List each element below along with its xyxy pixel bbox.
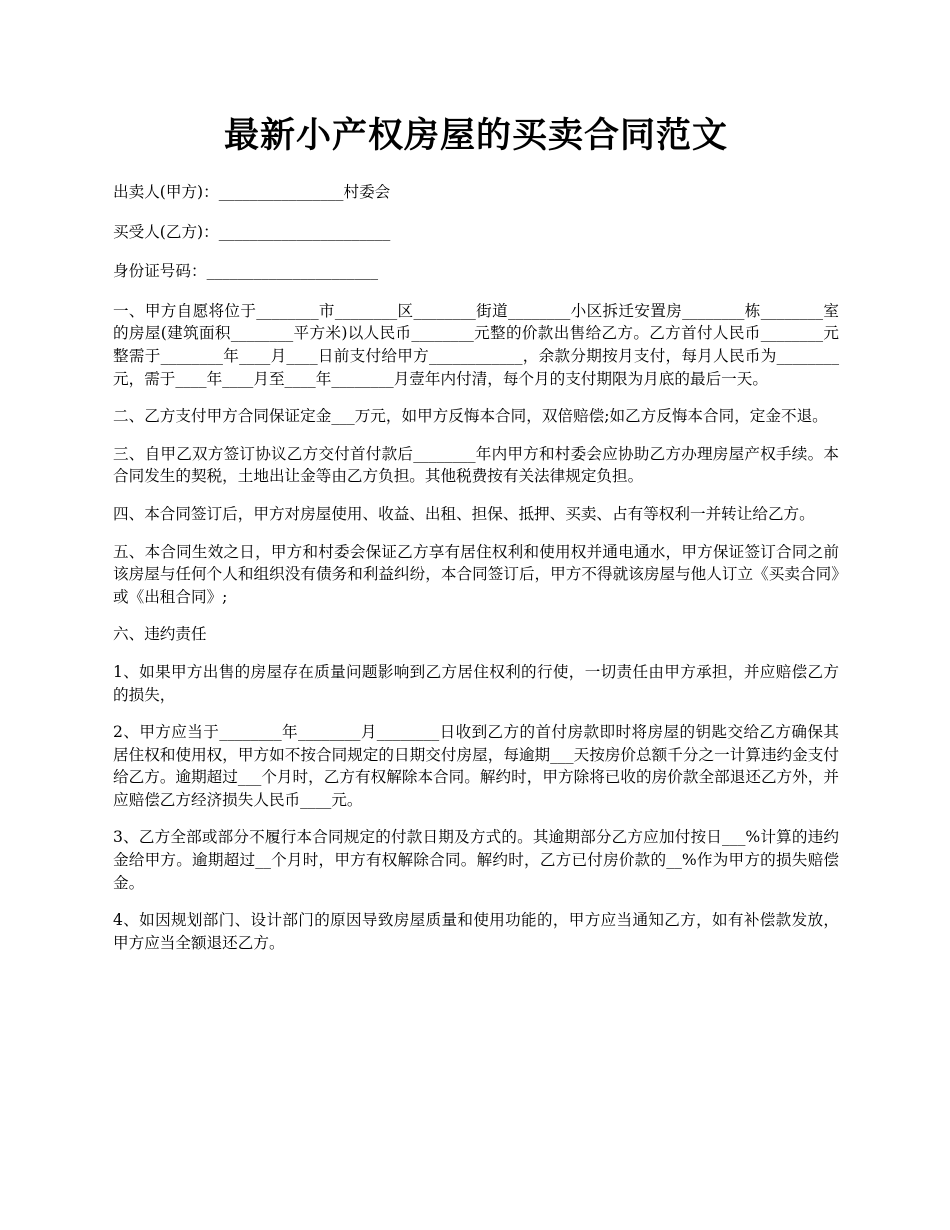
buyer-field: 买受人(乙方)：______________________	[113, 222, 391, 241]
clause-5: 五、本合同生效之日，甲方和村委会保证乙方享有居住权利和使用权并通电通水，甲方保证签订合同之前该房屋与任何个人和组织没有债务和利益纠纷，本合同签订后，甲方不得就该房屋与他人订立《买卖合同》或《出租合同》;	[113, 542, 839, 606]
clause-4: 四、本合同签订后，甲方对房屋使用、收益、出租、担保、抵押、买卖、占有等权利一并转让给乙方。	[113, 504, 815, 523]
breach-item-4: 4、如因规划部门、设计部门的原因导致房屋质量和使用功能的，甲方应当通知乙方，如有补偿款发放，甲方应当全额退还乙方。	[113, 911, 839, 952]
breach-item-1: 1、如果甲方出售的房屋存在质量问题影响到乙方居住权利的行使，一切责任由甲方承担，并应赔偿乙方的损失，	[113, 662, 839, 704]
clause-1: 一、甲方自愿将位于________市________区________街道________小区拆迁安置房________栋________室的房屋(建筑面积________平方米)以人民币________元整的价款出售给乙方。乙方首付人民币________元整需于________年____月____日前支付给甲方____________，余款分期按月支付，每月人民币为________元，需于____年____月至____年________月壹年内付清，每个月的支付期限为月底的最后一天。	[113, 301, 839, 388]
breach-item-3: 3、乙方全部或部分不履行本合同规定的付款日期及方式的。其逾期部分乙方应加付按日___%计算的违约金给甲方。逾期超过__个月时，甲方有权解除合同。解约时，乙方已付房价款的__%作为甲方的损失赔偿金。	[113, 828, 839, 892]
id-number-field: 身份证号码：______________________	[113, 262, 379, 281]
clause-2: 二、乙方支付甲方合同保证定金___万元，如甲方反悔本合同，双倍赔偿;如乙方反悔本合同，定金不退。	[113, 407, 828, 426]
document-body	[113, 181, 839, 969]
clause-3: 三、自甲乙双方签订协议乙方交付首付款后________年内甲方和村委会应协助乙方办理房屋产权手续。本合同发生的契税，土地出让金等由乙方负担。其他税费按有关法律规定负担。	[113, 444, 839, 486]
breach-item-2: 2、甲方应当于________年________月________日收到乙方的首付房款即时将房屋的钥匙交给乙方确保其居住权和使用权，甲方如不按合同规定的日期交付房屋，每逾期___天按房价总额千分之一计算违约金支付给乙方。逾期超过___个月时，乙方有权解除本合同。解约时，甲方除将已收的房价款全部退还乙方外，并应赔偿乙方经济损失人民币____元。	[113, 723, 839, 809]
seller-field: 出卖人(甲方)：________________村委会	[113, 183, 391, 201]
section-heading-breach: 六、违约责任	[113, 625, 207, 644]
document-title: 最新小产权房屋的买卖合同范文	[223, 115, 728, 156]
